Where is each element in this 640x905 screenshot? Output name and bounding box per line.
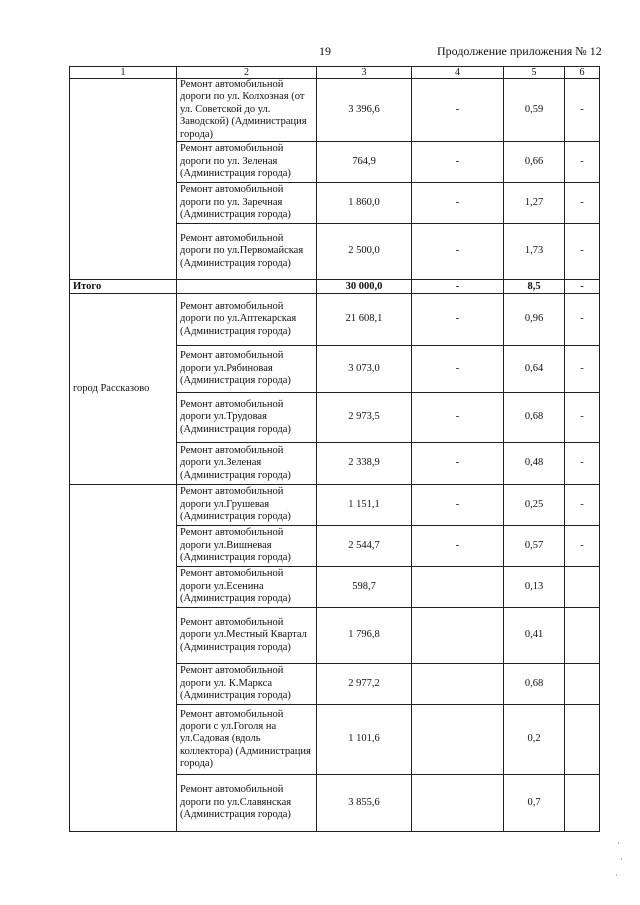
column-4-cell: - (412, 142, 504, 183)
column-number: 2 (177, 67, 317, 79)
column-number: 6 (565, 67, 600, 79)
amount-cell: 2 977,2 (317, 664, 412, 705)
column-4-cell: - (412, 526, 504, 567)
work-name: Ремонт автомобильной дороги по ул. Колхозная (от ул. Советской до ул. Заводской) (Администрация города) (177, 79, 317, 142)
total-column-6: - (565, 280, 600, 294)
column-6-cell: - (565, 224, 600, 280)
length-cell: 0,57 (504, 526, 565, 567)
work-name: Ремонт автомобильной дороги по ул. Заречная (Администрация города) (177, 183, 317, 224)
column-6-cell: - (565, 183, 600, 224)
amount-cell: 2 544,7 (317, 526, 412, 567)
length-cell: 0,2 (504, 705, 565, 775)
amount-cell: 3 855,6 (317, 775, 412, 832)
length-cell: 1,73 (504, 224, 565, 280)
column-4-cell (412, 664, 504, 705)
column-number: 1 (70, 67, 177, 79)
length-cell: 0,25 (504, 485, 565, 526)
table-row (70, 485, 600, 526)
length-cell: 0,68 (504, 664, 565, 705)
appendix-continuation: Продолжение приложения № 12 (437, 44, 602, 58)
work-name: Ремонт автомобильной дороги ул.Рябиновая (Администрация города) (177, 346, 317, 393)
length-cell: 1,27 (504, 183, 565, 224)
column-6-cell: - (565, 443, 600, 485)
amount-cell: 3 396,6 (317, 79, 412, 142)
column-4-cell (412, 567, 504, 608)
column-6-cell (565, 775, 600, 832)
length-cell: 0,68 (504, 393, 565, 443)
amount-cell: 764,9 (317, 142, 412, 183)
work-name: Ремонт автомобильной дороги ул.Вишневая (Администрация города) (177, 526, 317, 567)
total-column-4: - (412, 280, 504, 294)
column-6-cell: - (565, 79, 600, 142)
work-name: Ремонт автомобильной дороги ул.Местный Квартал (Администрация города) (177, 608, 317, 664)
amount-cell: 2 338,9 (317, 443, 412, 485)
amount-cell: 21 608,1 (317, 294, 412, 346)
column-4-cell: - (412, 79, 504, 142)
column-6-cell (565, 705, 600, 775)
work-name: Ремонт автомобильной дороги с ул.Гоголя на ул.Садовая (вдоль коллектора) (Администрация города) (177, 705, 317, 775)
group-cell (70, 79, 177, 280)
total-name-cell (177, 280, 317, 294)
column-4-cell: - (412, 485, 504, 526)
work-name: Ремонт автомобильной дороги ул.Трудовая (Администрация города) (177, 393, 317, 443)
total-row (70, 280, 600, 294)
column-number: 5 (504, 67, 565, 79)
length-cell: 0,66 (504, 142, 565, 183)
work-name: Ремонт автомобильной дороги ул. К.Маркса (Администрация города) (177, 664, 317, 705)
group-cell (70, 485, 177, 832)
road-repair-table (69, 66, 600, 832)
amount-cell: 1 101,6 (317, 705, 412, 775)
work-name: Ремонт автомобильной дороги по ул.Славянская (Администрация города) (177, 775, 317, 832)
amount-cell: 3 073,0 (317, 346, 412, 393)
amount-cell: 2 973,5 (317, 393, 412, 443)
total-label: Итого (70, 280, 177, 294)
length-cell: 0,48 (504, 443, 565, 485)
column-6-cell: - (565, 485, 600, 526)
column-number: 3 (317, 67, 412, 79)
column-4-cell: - (412, 443, 504, 485)
column-4-cell: - (412, 224, 504, 280)
length-cell: 0,13 (504, 567, 565, 608)
table-row (70, 294, 600, 346)
column-4-cell (412, 608, 504, 664)
scan-speck (621, 858, 622, 860)
work-name: Ремонт автомобильной дороги по ул.Аптекарская (Администрация города) (177, 294, 317, 346)
table-row (70, 79, 600, 142)
column-6-cell: - (565, 294, 600, 346)
scan-speck (618, 842, 619, 844)
column-4-cell: - (412, 183, 504, 224)
amount-cell: 1 796,8 (317, 608, 412, 664)
total-amount: 30 000,0 (317, 280, 412, 294)
amount-cell: 598,7 (317, 567, 412, 608)
length-cell: 0,7 (504, 775, 565, 832)
work-name: Ремонт автомобильной дороги по ул. Зеленая (Администрация города) (177, 142, 317, 183)
work-name: Ремонт автомобильной дороги ул.Зеленая (Администрация города) (177, 443, 317, 485)
column-4-cell: - (412, 393, 504, 443)
column-number: 4 (412, 67, 504, 79)
column-6-cell (565, 608, 600, 664)
length-cell: 0,64 (504, 346, 565, 393)
amount-cell: 1 151,1 (317, 485, 412, 526)
scan-speck (616, 874, 617, 876)
amount-cell: 2 500,0 (317, 224, 412, 280)
amount-cell: 1 860,0 (317, 183, 412, 224)
column-6-cell: - (565, 142, 600, 183)
column-4-cell: - (412, 294, 504, 346)
total-length: 8,5 (504, 280, 565, 294)
column-6-cell (565, 664, 600, 705)
column-4-cell: - (412, 346, 504, 393)
work-name: Ремонт автомобильной дороги ул.Грушевая (Администрация города) (177, 485, 317, 526)
length-cell: 0,96 (504, 294, 565, 346)
length-cell: 0,41 (504, 608, 565, 664)
city-group-cell: город Рассказово (70, 294, 177, 485)
work-name: Ремонт автомобильной дороги ул.Есенина (Администрация города) (177, 567, 317, 608)
column-4-cell (412, 775, 504, 832)
column-6-cell (565, 567, 600, 608)
column-6-cell: - (565, 526, 600, 567)
page-number: 19 (319, 44, 331, 58)
work-name: Ремонт автомобильной дороги по ул.Первомайская (Администрация города) (177, 224, 317, 280)
length-cell: 0,59 (504, 79, 565, 142)
column-6-cell: - (565, 393, 600, 443)
column-6-cell: - (565, 346, 600, 393)
column-4-cell (412, 705, 504, 775)
column-number-row (70, 67, 600, 79)
